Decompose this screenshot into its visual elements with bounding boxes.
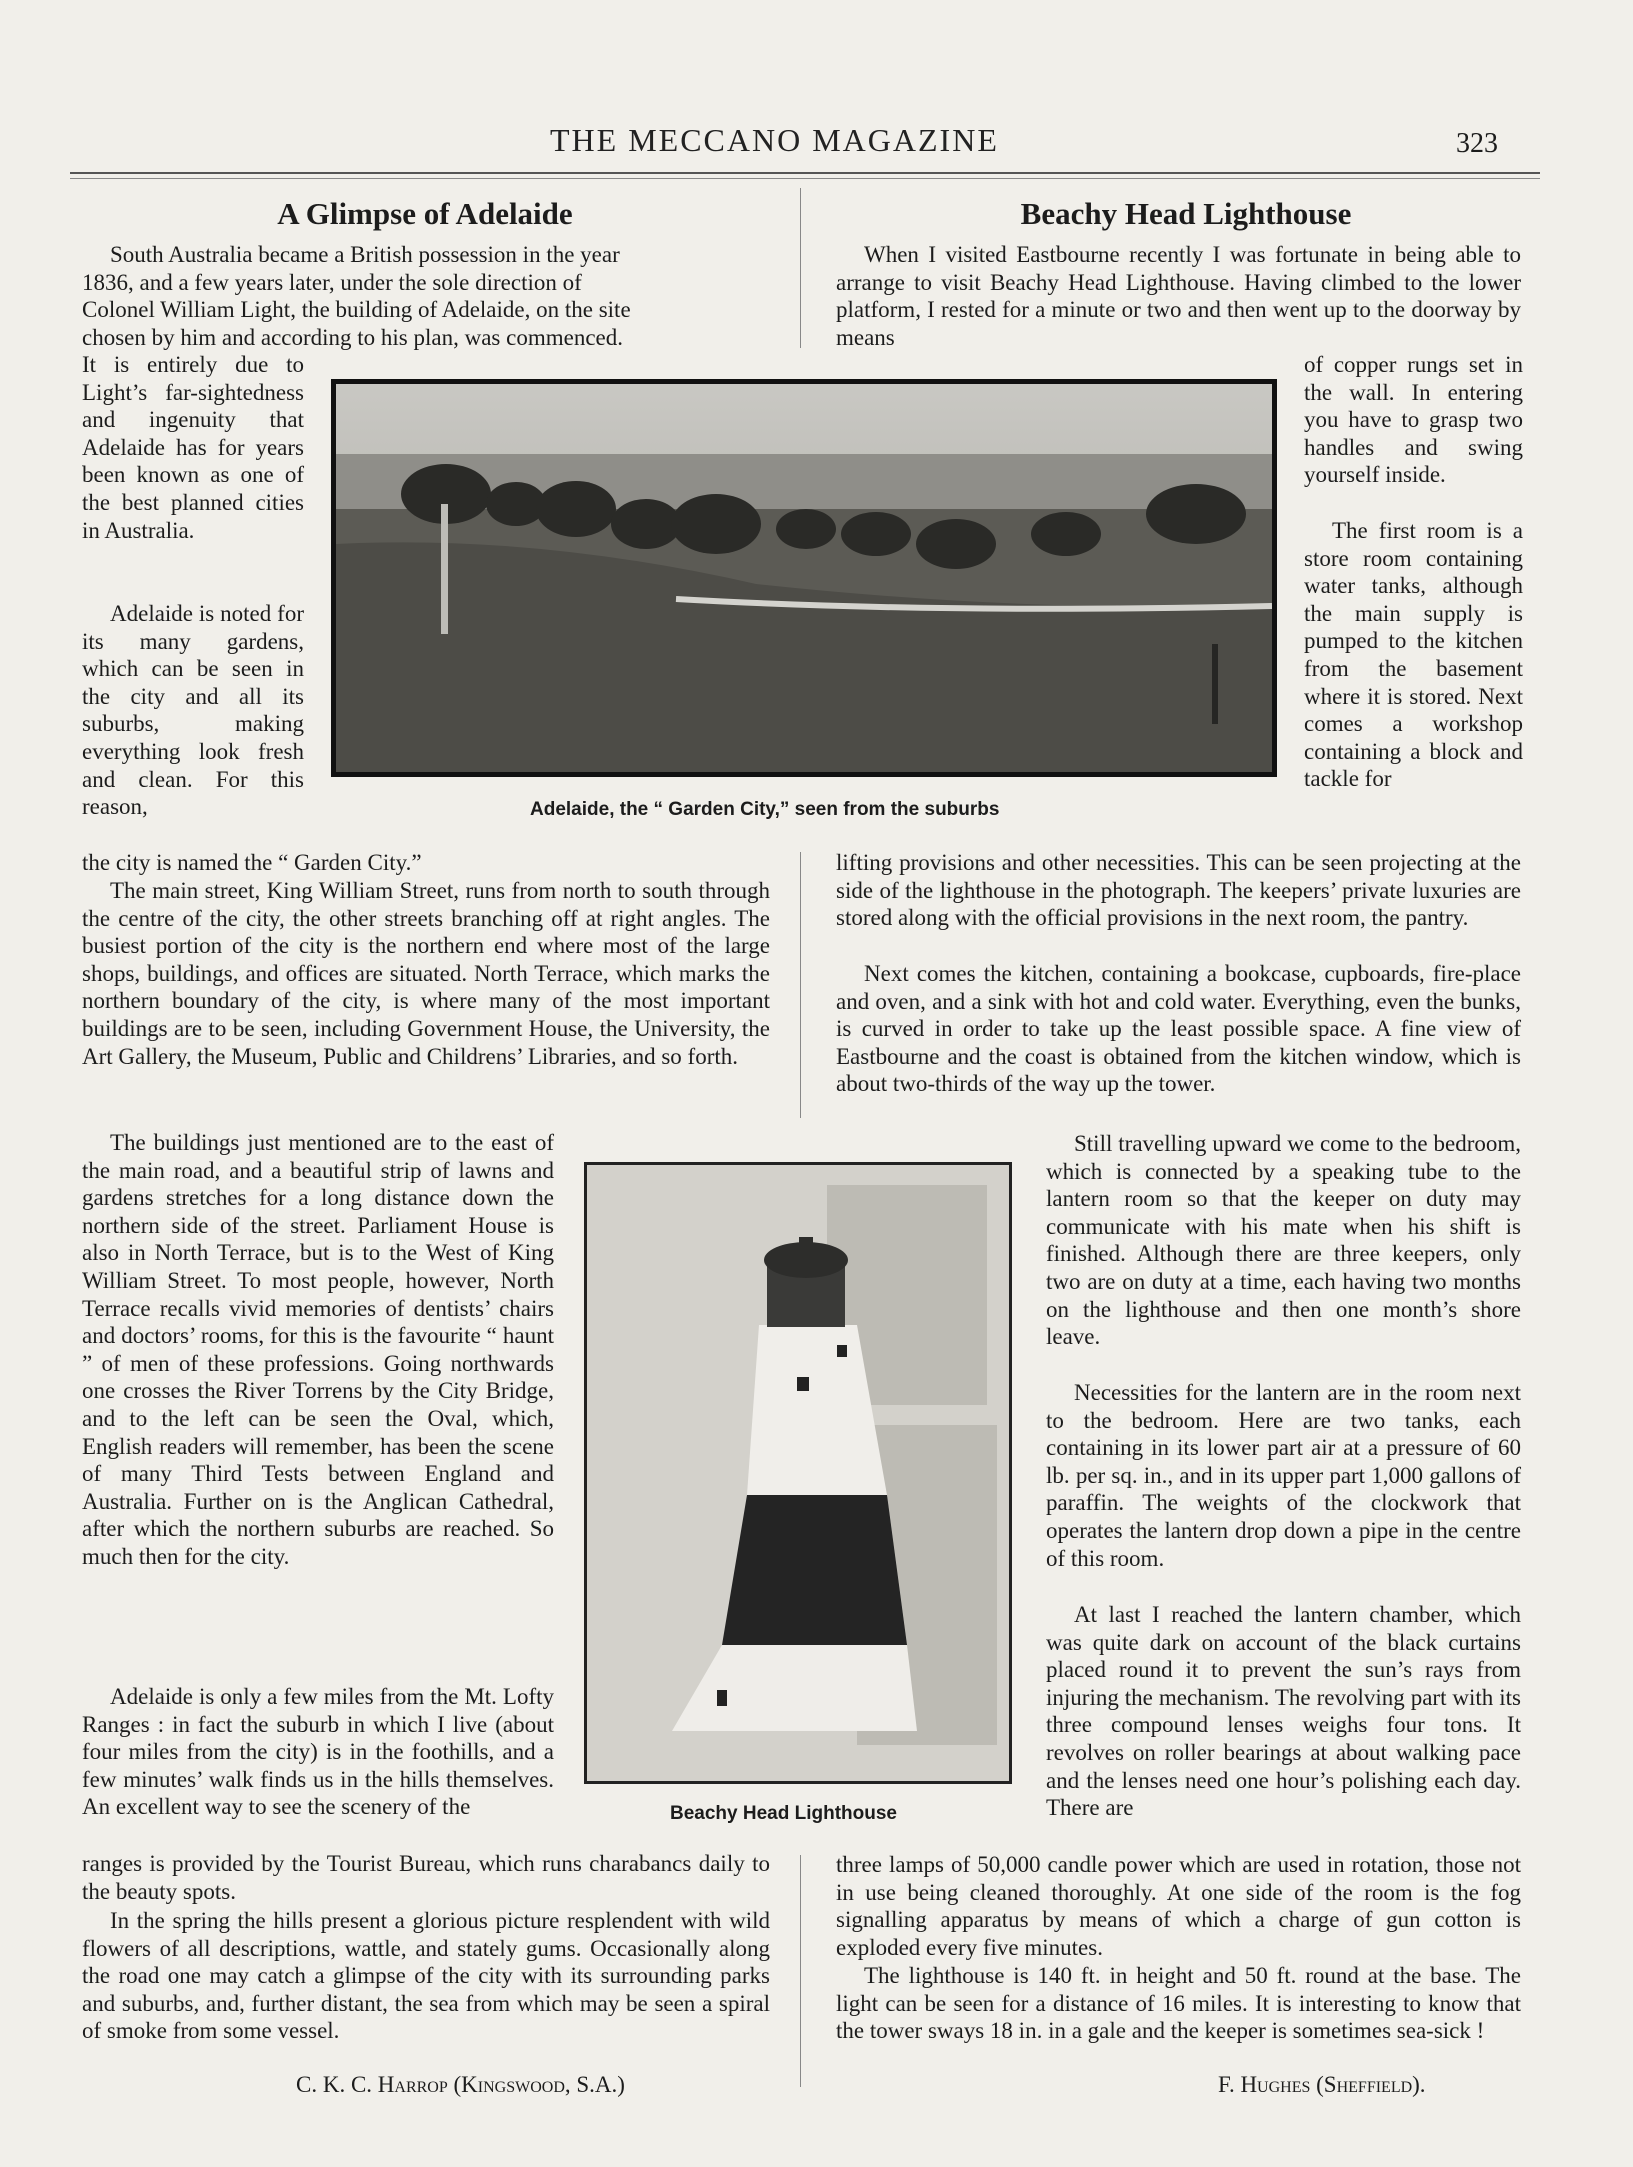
adelaide-landscape-image xyxy=(336,384,1272,772)
lighthouse-paragraph-2-tail: lifting provisions and other necessities. This can be seen projecting at the side of the lighthouse in the photograph. The keepers’ private luxuries are stored along with the official provisions in the next room, the pantry. xyxy=(836,850,1521,931)
header-rule xyxy=(70,172,1540,174)
lighthouse-photo-caption: Beachy Head Lighthouse xyxy=(670,1803,897,1824)
adelaide-paragraph-1-narrow: It is entirely due to Light’s far-sightedness and ingenuity that Adelaide has for years been known as one of the best planned cities in Australia. xyxy=(82,352,304,543)
column-divider xyxy=(800,852,801,1118)
lighthouse-paragraph-5-narrow: Necessities for the lantern are in the room next to the bedroom. Here are two tanks, each containing in its lower part air at a pressure of 60 lb. per sq. in., and in its upper part 1,000 gallons of paraffin. The weights of the clockwork that operates the lantern drop down a pipe in the centre of this room. xyxy=(1046,1380,1521,1571)
lighthouse-paragraph-3: Next comes the kitchen, containing a bookcase, cupboards, fire-place and oven, and a sink with hot and cold water. Everything, even the bunks, is curved in order to take up the least possible space. A fine view of Eastbourne and the coast is obtained from the kitchen window, which is about two-thirds of the way up the tower. xyxy=(836,961,1521,1097)
lighthouse-image xyxy=(587,1165,1009,1781)
page-number: 323 xyxy=(1456,128,1498,159)
lighthouse-paragraph-6-tail: three lamps of 50,000 candle power which are used in rotation, those not in use being cleaned thoroughly. At one side of the room is the fog signalling apparatus by means of which a charge of gun cotton is exploded every five minutes. xyxy=(836,1852,1521,1960)
adelaide-paragraph-1: South Australia became a British possession in the year 1836, and a few years later, under the sole direction of Colonel William Light, the building of Adelaide, on the site chosen by him and according to his plan, was commenced. xyxy=(82,242,631,350)
article-title-adelaide: A Glimpse of Adelaide xyxy=(277,196,573,231)
column-divider xyxy=(800,188,801,348)
adelaide-author: C. K. C. Harrop (Kingswood, S.A.) xyxy=(296,2072,625,2097)
lighthouse-paragraph-6-narrow: At last I reached the lantern chamber, which was quite dark on account of the black curtains placed round it to prevent the sun’s rays from injuring the mechanism. The revolving part with its three compound lenses weighs four tons. It revolves on roller bearings at about walking pace and the lenses need one hour’s polishing each day. There are xyxy=(1046,1602,1521,1821)
adelaide-paragraph-4: The buildings just mentioned are to the east of the main road, and a beautiful strip of lawns and gardens stretches for a long distance down the northern side of the street. Parliament House is also in North Terrace, but is to the West of King William Street. To most people, however, North Terrace recalls vivid memories of dentists’ chairs and doctors’ rooms, for this is the favourite “ haunt ” of men of these professions. Going northwards one crosses the River Torrens by the City Bridge, and to the left can be seen the Oval, which, English readers will remember, has been the scene of many Third Tests between England and Australia. Further on is the Anglican Cathedral, after which the northern suburbs are reached. So much then for the city. xyxy=(82,1130,554,1569)
lighthouse-paragraph-2-narrow: The first room is a store room containing water tanks, although the main supply is pumped to the kitchen from the basement where it is stored. Next comes a workshop containing a block and tackle for xyxy=(1304,518,1523,792)
lighthouse-paragraph-1: When I visited Eastbourne recently I was fortunate in being able to arrange to visit Beachy Head Lighthouse. Having climbed to the lower platform, I rested for a minute or two and then went up to the doorway by means xyxy=(836,242,1521,350)
lighthouse-author: F. Hughes (Sheffield). xyxy=(1218,2072,1426,2097)
header-rule-thin xyxy=(70,178,1540,179)
lighthouse-paragraph-7: The lighthouse is 140 ft. in height and 50 ft. round at the base. The light can be seen for a distance of 16 miles. It is interesting to know that the tower sways 18 in. in a gale and the keeper is sometimes sea-sick ! xyxy=(836,1963,1521,2044)
adelaide-paragraph-2-narrow: Adelaide is noted for its many gardens, which can be seen in the city and all its suburbs, making everything look fresh and clean. For this reason, xyxy=(82,601,304,820)
adelaide-photo-caption: Adelaide, the “ Garden City,” seen from the suburbs xyxy=(530,799,1000,820)
article-title-lighthouse: Beachy Head Lighthouse xyxy=(1020,196,1352,231)
lighthouse-paragraph-4-narrow: Still travelling upward we come to the bedroom, which is connected by a speaking tube to the lantern room so that the keeper on duty may communicate with his mate when his shift is finished. Although there are three keepers, only two are on duty at a time, each having two months on the lighthouse and then one month’s shore leave. xyxy=(1046,1131,1521,1350)
lighthouse-photo xyxy=(584,1162,1012,1784)
adelaide-paragraph-5-narrow: Adelaide is only a few miles from the Mt. Lofty Ranges : in fact the suburb in which I live (about four miles from the city) is in the foothills, and a few minutes’ walk finds us in the hills themselves. An excellent way to see the scenery of the xyxy=(82,1684,554,1820)
adelaide-paragraph-2-tail: the city is named the “ Garden City.” xyxy=(82,850,422,875)
adelaide-paragraph-3: The main street, King William Street, runs from north to south through the centre of the city, the other streets branching off at right angles. The busiest portion of the city is the northern end where most of the large shops, buildings, and offices are situated. North Terrace, which marks the northern boundary of the city, is where many of the most important buildings are to be seen, including Government House, the University, the Art Gallery, the Museum, Public and Childrens’ Libraries, and so forth. xyxy=(82,878,770,1069)
magazine-title: THE MECCANO MAGAZINE xyxy=(550,122,999,158)
adelaide-photo xyxy=(331,379,1277,777)
column-divider xyxy=(800,1855,801,2087)
adelaide-paragraph-5-tail: ranges is provided by the Tourist Bureau, which runs charabancs daily to the beauty spots. xyxy=(82,1851,770,1904)
lighthouse-paragraph-1-narrow: of copper rungs set in the wall. In entering you have to grasp two handles and swing yourself inside. xyxy=(1304,352,1523,488)
adelaide-paragraph-6: In the spring the hills present a glorious picture resplendent with wild flowers of all descriptions, wattle, and stately gums. Occasionally along the road one may catch a glimpse of the city with its surrounding parks and suburbs, and, further distant, the sea from which may be seen a spiral of smoke from some vessel. xyxy=(82,1908,770,2044)
